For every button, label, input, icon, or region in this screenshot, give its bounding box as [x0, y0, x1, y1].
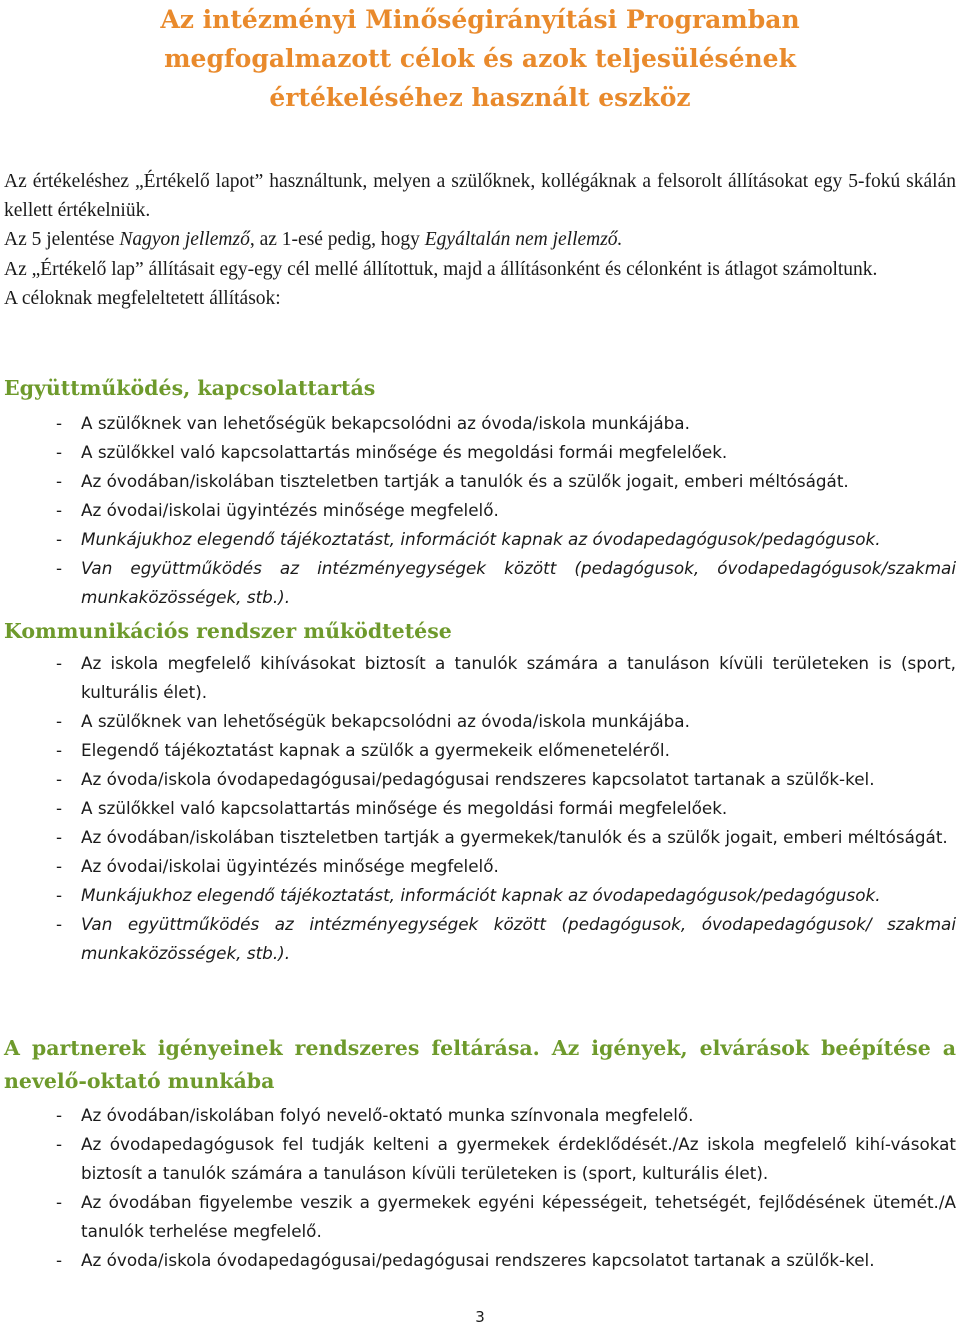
section-heading-partners: A partnerek igényeinek rendszeres feltárása. Az igények, elvárások beépítése a nevelő-oktató munkába [4, 1036, 956, 1093]
section-list-communication [4, 649, 956, 968]
bullet-dash: - [56, 1250, 63, 1270]
list-item-text: Elegendő tájékoztatást kapnak a szülők a gyermekeik előmeneteléről. [81, 740, 670, 760]
intro-paragraph-method: Az „Értékelő lap” állításait egy-egy cél mellé állítottuk, majd a állításonként és célonként is átlagot számoltunk. [4, 258, 878, 280]
bullet-dash: - [56, 769, 63, 789]
intro-paragraph-scale [4, 225, 956, 254]
list-item [4, 438, 956, 467]
bullet-dash: - [56, 500, 63, 520]
bullet-dash: - [56, 442, 63, 462]
bullet-dash: - [56, 558, 63, 578]
list-item-text: Az óvodában figyelembe veszik a gyermekek egyéni képességeit, tehetségét, fejlődésének ütemét./A tanulók terhelése megfelelő. [81, 1192, 956, 1241]
bullet-dash: - [56, 914, 63, 934]
list-item-text: Az óvoda/iskola óvodapedagógusai/pedagógusai rendszeres kapcsolatot tartanak a szülők-kel. [81, 1250, 875, 1270]
title-line: Az intézményi Minőségirányítási Programban [160, 5, 800, 34]
list-item-text: Van együttműködés az intézményegységek között (pedagógusok, óvodapedagógusok/szakmai munkaközösségek, stb.). [81, 558, 956, 607]
scale-text: , az 1-esé pedig, hogy [249, 229, 425, 251]
list-item [4, 736, 956, 765]
list-item [4, 765, 956, 794]
document-title [0, 0, 960, 117]
bullet-dash: - [56, 413, 63, 433]
bullet-dash: - [56, 711, 63, 731]
bullet-dash: - [56, 1192, 63, 1212]
list-item [4, 852, 956, 881]
list-item-text: Az óvodapedagógusok fel tudják kelteni a gyermekek érdeklődését./Az iskola megfelelő kihí-vásokat biztosít a tanulók számára a tanuláson kívüli területeken is (sport, kulturális élet). [81, 1134, 956, 1183]
bullet-dash: - [56, 1105, 63, 1125]
intro-paragraph-evaluation: Az értékeléshez „Értékelő lapot” használtunk, melyen a szülőknek, kollégáknak a felsorolt állításokat egy 5-fokú skálán kellett értékelniük. [4, 171, 956, 222]
list-item-text: Az óvoda/iskola óvodapedagógusai/pedagógusai rendszeres kapcsolatot tartanak a szülők-kel. [81, 769, 875, 789]
bullet-dash: - [56, 798, 63, 818]
list-item [4, 554, 956, 612]
list-item-text: Van együttműködés az intézményegységek között (pedagógusok, óvodapedagógusok/ szakmai munkaközösségek, stb.). [81, 914, 956, 963]
page-number: 3 [475, 1308, 485, 1326]
list-item-text: A szülőknek van lehetőségük bekapcsolódni az óvoda/iskola munkájába. [81, 413, 690, 433]
bullet-dash: - [56, 1134, 63, 1154]
scale-text: Az 5 jelentése [4, 229, 120, 251]
list-item [4, 794, 956, 823]
list-item [4, 1188, 956, 1246]
bullet-dash: - [56, 827, 63, 847]
list-item [4, 525, 956, 554]
list-item [4, 1101, 956, 1130]
list-item-text: Az óvodai/iskolai ügyintézés minősége megfelelő. [81, 500, 499, 520]
title-line: megfogalmazott célok és azok teljesülésének [164, 44, 796, 73]
list-item-text: Az óvodában/iskolában folyó nevelő-oktató munka színvonala megfelelő. [81, 1105, 694, 1125]
section-heading-communication: Kommunikációs rendszer működtetése [4, 619, 452, 643]
section-heading-cooperation: Együttműködés, kapcsolattartás [4, 376, 376, 400]
list-item [4, 649, 956, 707]
section-list-cooperation [4, 409, 956, 612]
list-item-text: A szülőknek van lehetőségük bekapcsolódni az óvoda/iskola munkájába. [81, 711, 690, 731]
title-line: értékeléséhez használt eszköz [269, 83, 691, 112]
intro-paragraph-lead: A céloknak megfeleltetett állítások: [4, 287, 281, 309]
bullet-dash: - [56, 653, 63, 673]
list-item-text: Az óvodai/iskolai ügyintézés minősége megfelelő. [81, 856, 499, 876]
list-item-text: A szülőkkel való kapcsolattartás minősége és megoldási formái megfelelőek. [81, 442, 728, 462]
intro-text [4, 167, 956, 313]
list-item [4, 823, 956, 852]
list-item [4, 707, 956, 736]
list-item-text: Munkájukhoz elegendő tájékoztatást, információt kapnak az óvodapedagógusok/pedagógusok. [81, 529, 881, 549]
list-item-text: Az óvodában/iskolában tiszteletben tartják a tanulók és a szülők jogait, emberi méltóságát. [81, 471, 849, 491]
scale-high: Nagyon jellemző [119, 229, 250, 251]
bullet-dash: - [56, 856, 63, 876]
section-list-partners [4, 1101, 956, 1275]
list-item [4, 910, 956, 968]
list-item-text: Az iskola megfelelő kihívásokat biztosít a tanulók számára a tanuláson kívüli területeken is (sport, kulturális élet). [81, 653, 956, 702]
list-item [4, 496, 956, 525]
list-item-text: A szülőkkel való kapcsolattartás minősége és megoldási formái megfelelőek. [81, 798, 728, 818]
bullet-dash: - [56, 471, 63, 491]
list-item-text: Az óvodában/iskolában tiszteletben tartják a gyermekek/tanulók és a szülők jogait, emberi méltóságát. [81, 827, 948, 847]
bullet-dash: - [56, 740, 63, 760]
list-item [4, 1130, 956, 1188]
list-item [4, 881, 956, 910]
list-item-text: Munkájukhoz elegendő tájékoztatást, információt kapnak az óvodapedagógusok/pedagógusok. [81, 885, 881, 905]
list-item [4, 1246, 956, 1275]
scale-low: Egyáltalán nem jellemző. [424, 229, 623, 251]
list-item [4, 467, 956, 496]
list-item [4, 409, 956, 438]
bullet-dash: - [56, 885, 63, 905]
bullet-dash: - [56, 529, 63, 549]
